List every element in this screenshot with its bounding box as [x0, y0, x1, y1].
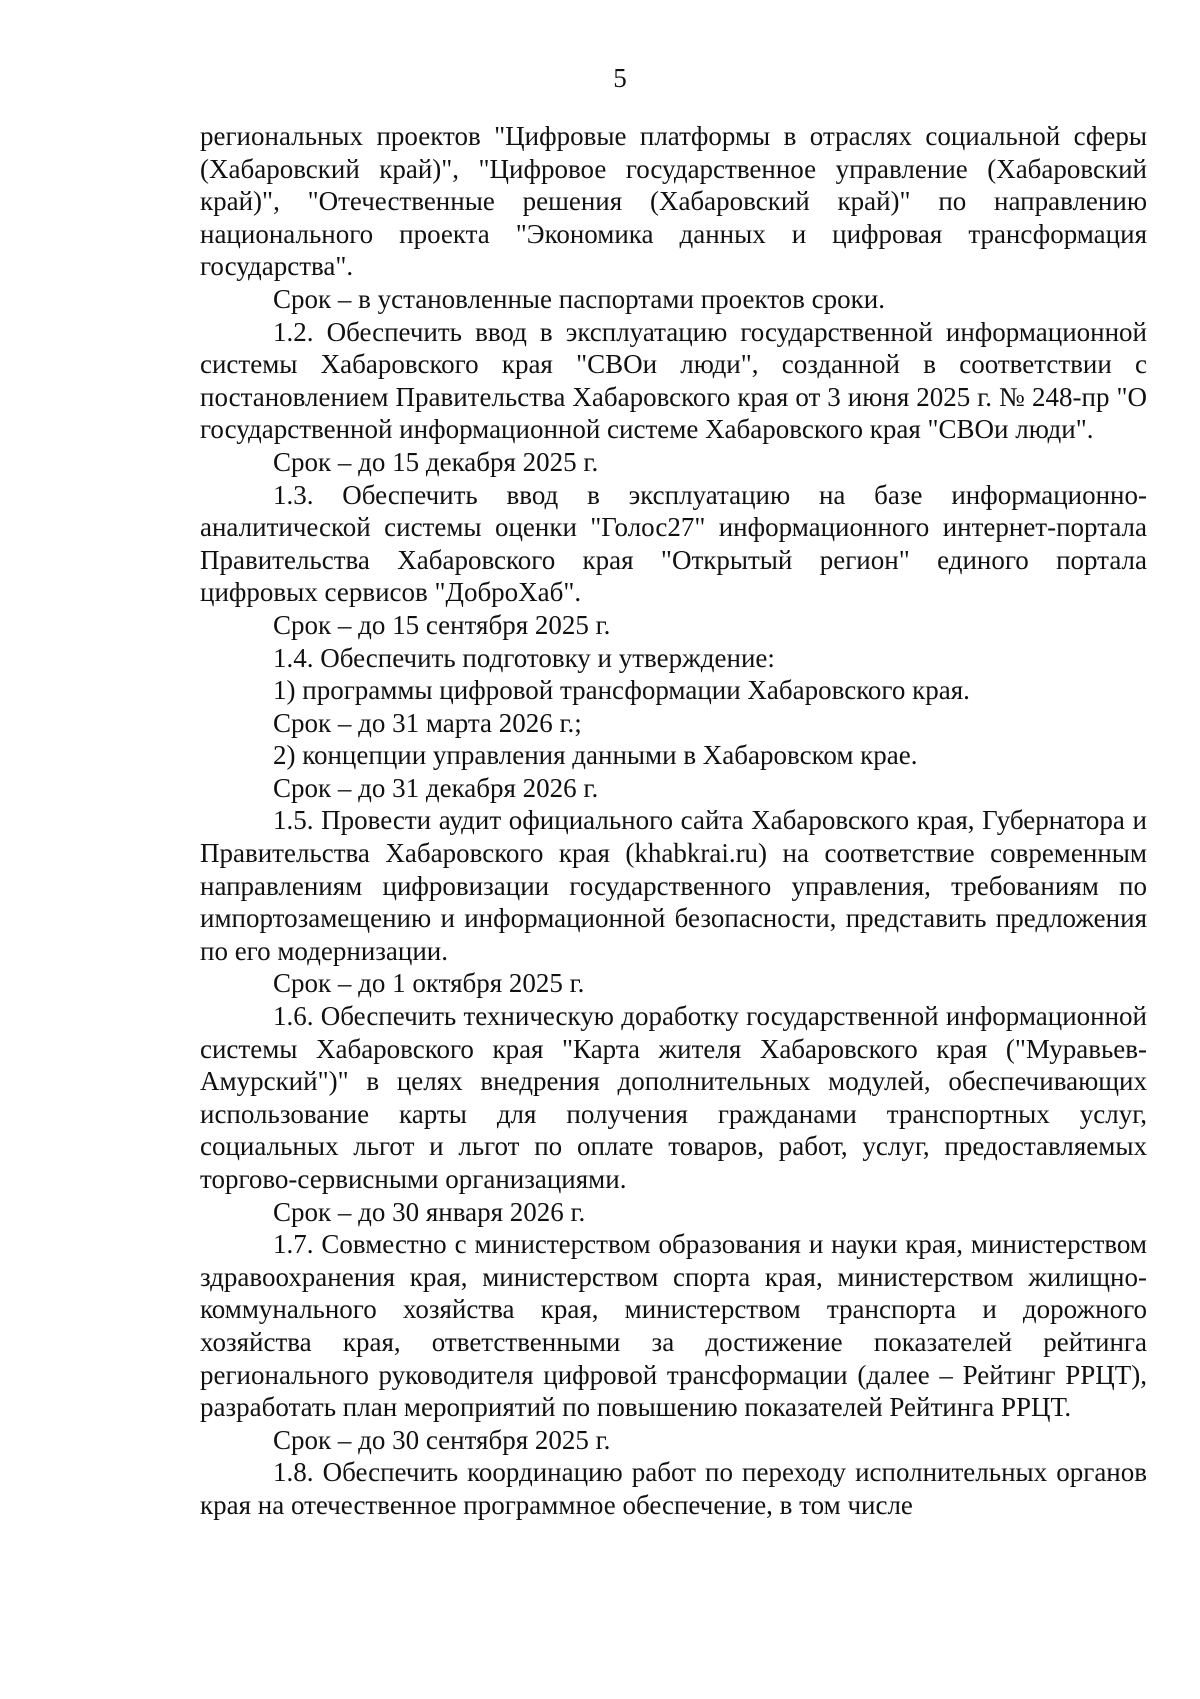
paragraph-1-4: 1.4. Обеспечить подготовку и утверждение:: [273, 642, 775, 673]
paragraph-deadline-1-2: Срок – до 15 декабря 2025 г.: [273, 446, 599, 477]
paragraph-1-7: 1.7. Совместно с министерством образования и науки края, министерством здравоохранения края, министерством спорта края, министерством жилищно-коммунального хозяйства края, министерством транспорта и дорожного хозяйства края, ответственными за достижение показателей рейтинга регионального руководителя цифровой трансформации (далее – Рейтинг РРЦТ), разработать план мероприятий по повышению показателей Рейтинга РРЦТ.: [200, 1229, 1147, 1423]
paragraph-1-4-item-2: 2) концепции управления данными в Хабаровском крае.: [273, 740, 918, 771]
paragraph-deadline-1-4-1: Срок – до 31 марта 2026 г.;: [273, 707, 582, 738]
paragraph-1-8: 1.8. Обеспечить координацию работ по переходу исполнительных органов края на отечественное программное обеспечение, в том числе: [200, 1457, 1147, 1520]
page-number: 5: [613, 63, 627, 93]
paragraph-deadline-1-6: Срок – до 30 января 2026 г.: [273, 1196, 586, 1227]
paragraph-1: региональных проектов "Цифровые платформы в отраслях социальной сферы (Хабаровский край)", "Цифровое государственное управление (Хабаровский край)", "Отечественные решения (Хабаровский край)" по направлению национального проекта "Экономика данных и цифровая трансформация государства".: [200, 121, 1147, 282]
paragraph-deadline-1-5: Срок – до 1 октября 2025 г.: [273, 968, 585, 999]
paragraph-1-3: 1.3. Обеспечить ввод в эксплуатацию на базе информационно-аналитической системы оценки "Голос27" информационного интернет-портала Правительства Хабаровского края "Открытый регион" единого портала цифровых сервисов "ДоброХаб".: [200, 479, 1147, 608]
paragraph-deadline-1-7: Срок – до 30 сентября 2025 г.: [273, 1424, 611, 1455]
paragraph-deadline-1-3: Срок – до 15 сентября 2025 г.: [273, 609, 611, 640]
paragraph-1-6: 1.6. Обеспечить техническую доработку государственной информационной системы Хабаровского края "Карта жителя Хабаровского края ("Муравьев-Амурский")" в целях внедрения дополнительных модулей, обеспечивающих использование карты для получения гражданами транспортных услуг, социальных льгот и льгот по оплате товаров, работ, услуг, предоставляемых торгово-сервисными организациями.: [200, 1001, 1147, 1194]
paragraph-deadline-1-4-2: Срок – до 31 декабря 2026 г.: [273, 772, 599, 803]
document-body: [200, 120, 1147, 1522]
paragraph-1-5: 1.5. Провести аудит официального сайта Хабаровского края, Губернатора и Правительства Хабаровского края (khabkrai.ru) на соответствие современным направлениям цифровизации государственного управления, требованиям по импортозамещению и информационной безопасности, представить предложения по его модернизации.: [200, 805, 1147, 966]
paragraph-deadline-1-1: Срок – в установленные паспортами проектов сроки.: [273, 283, 885, 314]
paragraph-1-4-item-1: 1) программы цифровой трансформации Хабаровского края.: [273, 675, 970, 706]
paragraph-1-2: 1.2. Обеспечить ввод в эксплуатацию государственной информационной системы Хабаровского края "СВОи люди", созданной в соответствии с постановлением Правительства Хабаровского края от 3 июня 2025 г. № 248-пр "О государственной информационной системе Хабаровского края "СВОи люди".: [200, 316, 1147, 445]
